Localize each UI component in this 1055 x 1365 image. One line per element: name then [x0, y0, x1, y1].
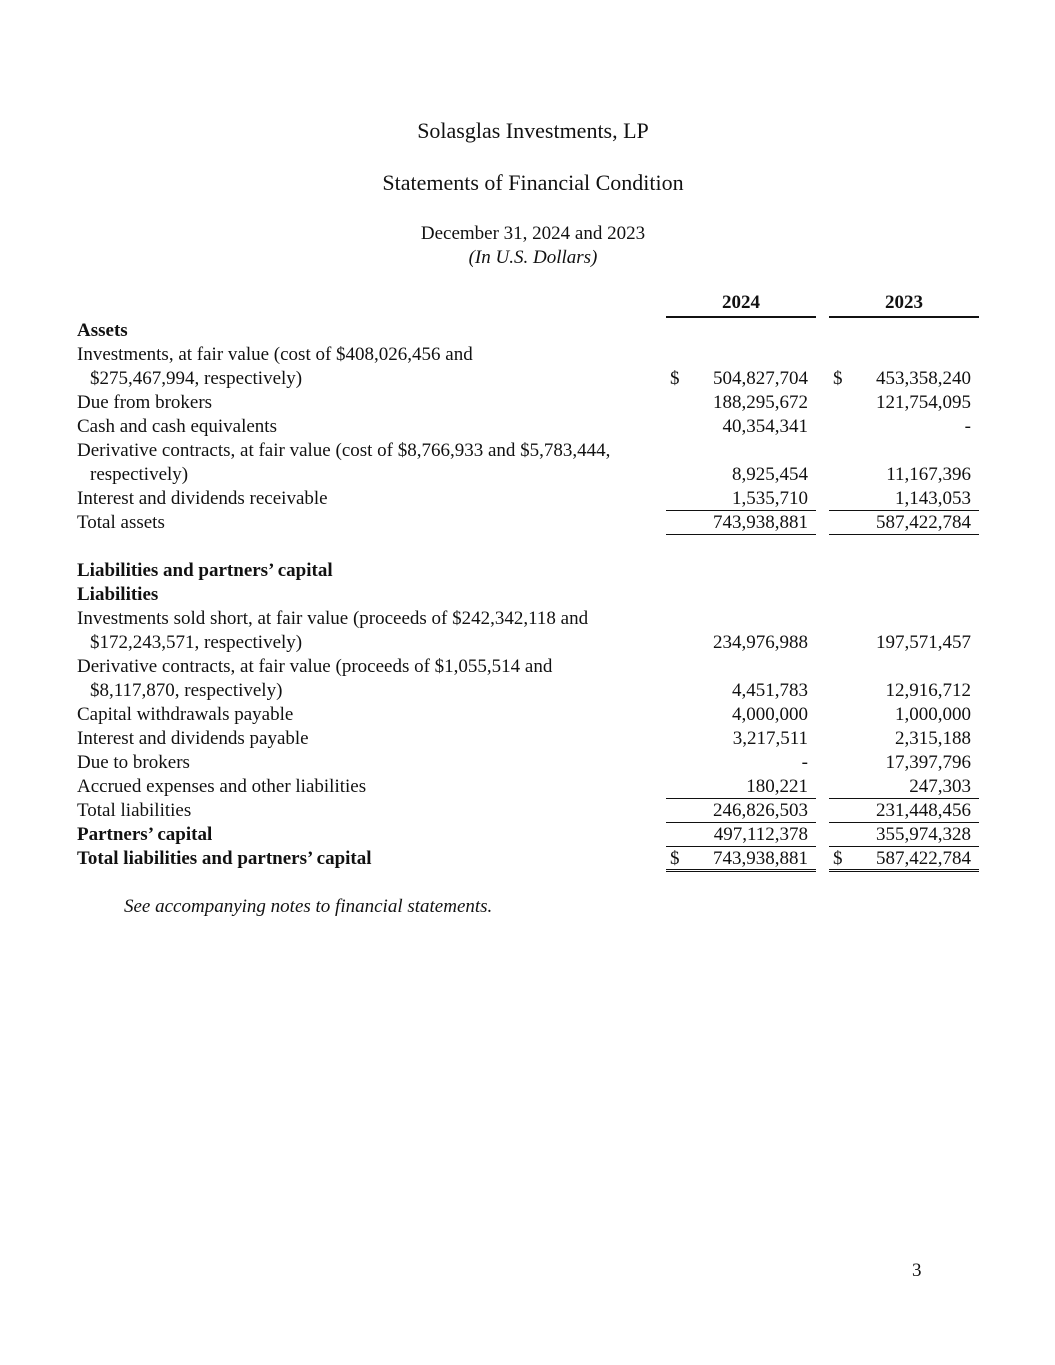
value-2023: 587,422,784 — [829, 511, 979, 535]
value-2024: 180,221 — [666, 775, 816, 799]
statement-dates — [0, 222, 1055, 270]
value-2024: 4,000,000 — [732, 704, 808, 725]
row-label: Derivative contracts, at fair value (proceeds of $1,055,514 and — [77, 656, 553, 677]
dates-text: December 31, 2024 and 2023 — [420, 223, 646, 244]
row-label: Due to brokers — [77, 752, 190, 773]
value-2024: 3,217,511 — [732, 728, 808, 749]
value-2023: 121,754,095 — [876, 392, 971, 413]
table-row-due-to-brokers — [77, 751, 987, 775]
section-label: Assets — [77, 320, 128, 341]
footnote: See accompanying notes to financial statements. — [124, 896, 493, 917]
table-row-sold-short — [77, 631, 987, 655]
section-label: Liabilities and partners’ capital — [77, 560, 333, 581]
row-label: Investments sold short, at fair value (proceeds of $242,342,118 and — [77, 608, 589, 629]
value-2024: 188,295,672 — [713, 392, 808, 413]
currency-symbol: $ — [833, 848, 843, 869]
table-row-interest-receivable — [77, 487, 987, 511]
value-2024: 4,451,783 — [732, 680, 808, 701]
company-name: Solasglas Investments, LP — [417, 118, 649, 143]
value-2024: $ 504,827,704 — [670, 368, 808, 389]
value-2024: 743,938,881 — [666, 511, 816, 535]
row-label: Capital withdrawals payable — [77, 704, 294, 725]
value-2023: 2,315,188 — [895, 728, 971, 749]
row-label: $8,117,870, respectively) — [90, 680, 283, 701]
row-label: Partners’ capital — [77, 824, 213, 845]
value-2023: 247,303 — [829, 775, 979, 799]
section-assets — [77, 319, 987, 343]
currency-symbol: $ — [670, 368, 680, 389]
table-row-investments-line1 — [77, 343, 987, 367]
row-label: Interest and dividends receivable — [77, 488, 328, 509]
table-row-partners-capital — [77, 823, 987, 847]
row-label: Total liabilities and partners’ capital — [77, 848, 372, 869]
value-2024: 246,826,503 — [666, 799, 816, 823]
statement-title: Statements of Financial Condition — [382, 170, 684, 195]
value-2023: 231,448,456 — [829, 799, 979, 823]
page-number: 3 — [912, 1260, 922, 1281]
section-label: Liabilities — [77, 584, 159, 605]
table-row-derivative-liabilities — [77, 679, 987, 703]
table-row-cash — [77, 415, 987, 439]
row-label: Interest and dividends payable — [77, 728, 309, 749]
value-2023: 355,974,328 — [829, 823, 979, 847]
table-row-derivative-assets-line1 — [77, 439, 987, 463]
row-label: Accrued expenses and other liabilities — [77, 776, 367, 797]
row-label: $275,467,994, respectively) — [90, 368, 303, 389]
value-2024: 1,535,710 — [666, 487, 816, 511]
row-label: Investments, at fair value (cost of $408,026,456 and — [77, 344, 473, 365]
table-row-derivative-assets — [77, 463, 987, 487]
value-2024: $ 743,938,881 — [666, 847, 816, 872]
table-row-total-liabilities-and-capital — [77, 847, 987, 871]
value-2023: 11,167,396 — [886, 464, 971, 485]
value-2023: 1,000,000 — [895, 704, 971, 725]
column-header-2024: 2024 — [666, 292, 816, 318]
table-row-capital-withdrawals — [77, 703, 987, 727]
value-2024: 8,925,454 — [732, 464, 808, 485]
value-2023: 197,571,457 — [876, 632, 971, 653]
row-label: respectively) — [90, 464, 189, 485]
table-row-accrued-expenses — [77, 775, 987, 799]
table-row-total-liabilities — [77, 799, 987, 823]
currency-symbol: $ — [670, 848, 680, 869]
table-row-investments — [77, 367, 987, 391]
value-2023: 1,143,053 — [829, 487, 979, 511]
value-2024: - — [801, 752, 808, 773]
value-2023: 17,397,796 — [885, 752, 971, 773]
row-label: Total liabilities — [77, 800, 192, 821]
row-label: Total assets — [77, 512, 165, 533]
value-2023: $ 453,358,240 — [833, 368, 971, 389]
value-2023: - — [964, 416, 971, 437]
row-label: Due from brokers — [77, 392, 213, 413]
table-row-due-from-brokers — [77, 391, 987, 415]
section-liabilities-and-capital — [77, 559, 987, 583]
row-label: $172,243,571, respectively) — [90, 632, 303, 653]
row-label: Cash and cash equivalents — [77, 416, 277, 437]
table-row-sold-short-line1 — [77, 607, 987, 631]
section-liabilities — [77, 583, 987, 607]
table-row-derivative-liabilities-line1 — [77, 655, 987, 679]
currency-symbol: $ — [833, 368, 843, 389]
row-label: Derivative contracts, at fair value (cost of $8,766,933 and $5,783,444, — [77, 440, 611, 461]
value-2024: 40,354,341 — [722, 416, 808, 437]
value-2024: 497,112,378 — [666, 823, 816, 847]
value-2023: 12,916,712 — [885, 680, 971, 701]
value-2023: $ 587,422,784 — [829, 847, 979, 872]
table-row-interest-payable — [77, 727, 987, 751]
currency-note: (In U.S. Dollars) — [468, 247, 598, 268]
value-2024: 234,976,988 — [713, 632, 808, 653]
column-header-2023: 2023 — [829, 292, 979, 318]
table-row-total-assets — [77, 511, 987, 535]
